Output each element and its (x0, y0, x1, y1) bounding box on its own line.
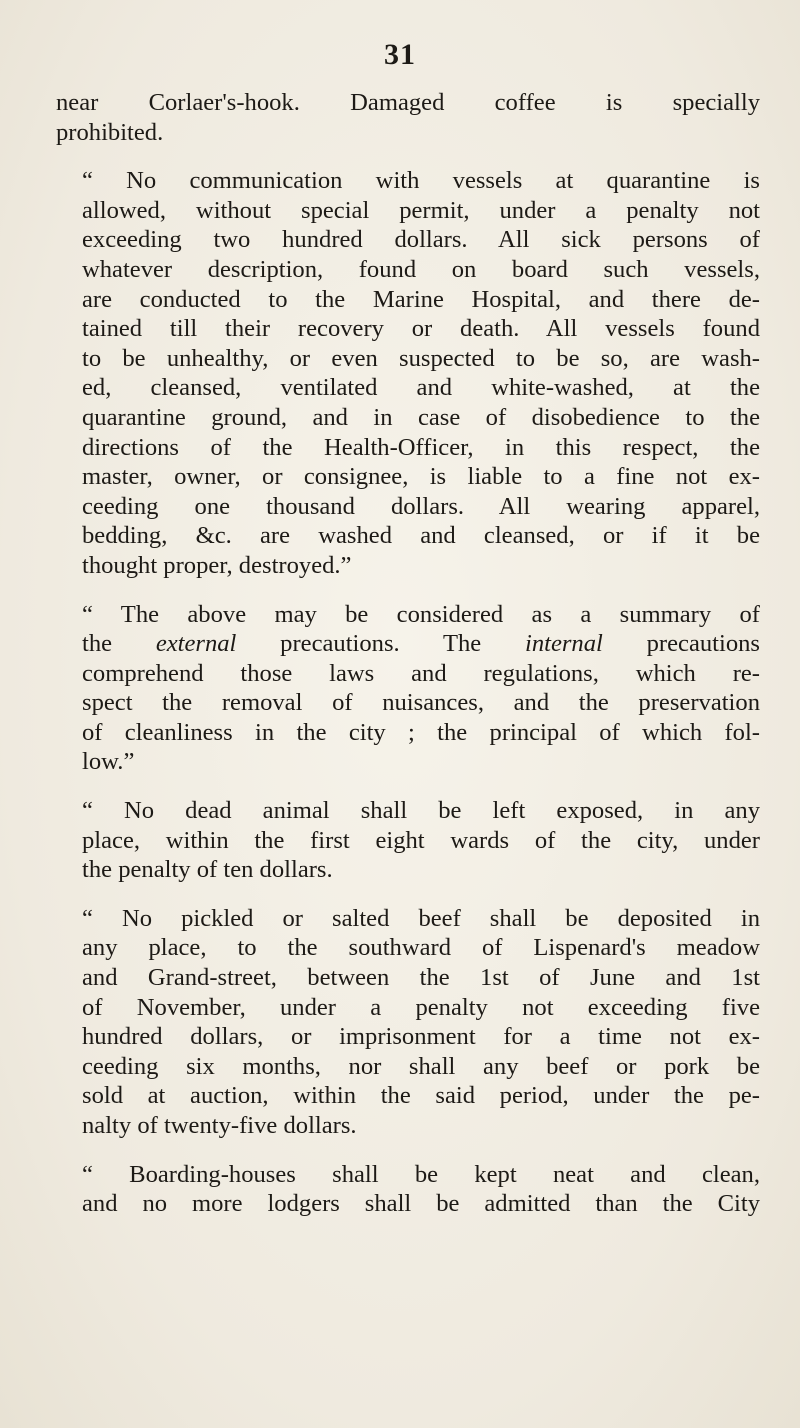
text-line: ceeding six months, nor shall any beef or pork be (82, 1052, 760, 1080)
text-line: and Grand-street, between the 1st of June and 1st (82, 964, 760, 992)
text-line: nalty of twenty-five dollars. (82, 1112, 357, 1139)
text-line: sold at auction, within the said period, under the pe- (82, 1082, 760, 1110)
body-text (56, 88, 760, 1238)
text-line: and no more lodgers shall be admitted than the City (82, 1190, 760, 1218)
text-line: tained till their recovery or death. All vessels found (82, 315, 760, 343)
italic-term: internal (524, 630, 603, 658)
text-line: any place, to the southward of Lispenard's meadow (82, 934, 760, 962)
text-line: ceeding one thousand dollars. All wearing apparel, (82, 492, 760, 520)
italic-term: external (155, 630, 237, 658)
text-line: whatever description, found on board such vessels, (82, 255, 760, 283)
text-line: directions of the Health-Officer, in this respect, the (82, 433, 760, 461)
text-line: place, within the first eight wards of the city, under (82, 826, 760, 854)
text-line: “ No communication with vessels at quarantine is (82, 167, 760, 195)
text-line: quarantine ground, and in case of disobedience to the (82, 403, 760, 431)
text-line: ed, cleansed, ventilated and white-washed, at the (82, 374, 760, 402)
text-line: “ Boarding-houses shall be kept neat and clean, (82, 1160, 760, 1188)
page-number: 31 (384, 38, 416, 71)
text-line: of cleanliness in the city ; the principal of which fol- (82, 718, 760, 746)
text-line: thought proper, destroyed.” (82, 551, 352, 579)
paragraph-summary (56, 600, 760, 778)
text-line: low.” (82, 748, 135, 776)
paragraph-quarantine (56, 166, 760, 580)
text-line: master, owner, or consignee, is liable to a fine not ex- (82, 463, 760, 491)
text-line: exceeding two hundred dollars. All sick persons of (82, 226, 760, 254)
paragraph-dead-animal (56, 796, 760, 885)
text-line: of November, under a penalty not exceeding five (82, 993, 760, 1021)
text-line: “ The above may be considered as a summary of (82, 600, 760, 628)
paragraph-boarding-houses (56, 1160, 760, 1219)
text-line: to be unhealthy, or even suspected to be so, are wash- (82, 344, 760, 372)
text-line: bedding, &c. are washed and cleansed, or if it be (82, 522, 760, 550)
text-line: near Corlaer's-hook. Damaged coffee is specially (56, 89, 760, 116)
text-line: “ No pickled or salted beef shall be deposited in (82, 904, 760, 932)
text-line: allowed, without special permit, under a penalty not (82, 196, 760, 224)
text-line: spect the removal of nuisances, and the preservation (82, 689, 760, 717)
text-line: the penalty of ten dollars. (82, 856, 333, 884)
paragraph-continuation (56, 88, 760, 147)
text-line: hundred dollars, or imprisonment for a time not ex- (82, 1023, 760, 1051)
text-line-with-italics: the external precautions. The internal precautions (82, 630, 760, 658)
text-line: comprehend those laws and regulations, which re- (82, 659, 760, 687)
text-line: prohibited. (56, 118, 164, 146)
paragraph-salted-beef (56, 904, 760, 1141)
text-line: are conducted to the Marine Hospital, and there de- (82, 285, 760, 313)
text-line: “ No dead animal shall be left exposed, in any (82, 797, 760, 825)
